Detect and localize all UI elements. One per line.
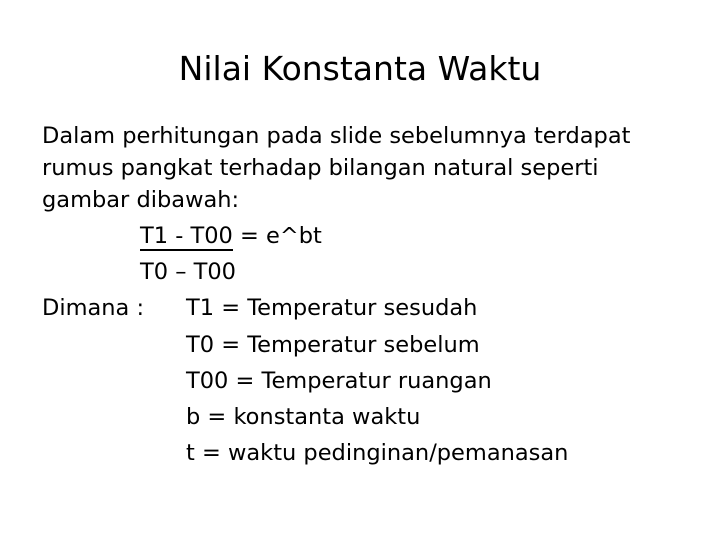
formula-row <box>140 221 322 251</box>
slide-title: Nilai Konstanta Waktu <box>178 49 542 88</box>
definition-t0: T0 = Temperatur sebelum <box>186 332 480 358</box>
definition-b: b = konstanta waktu <box>186 404 421 430</box>
definition-t: t = waktu pedinginan/pemanasan <box>186 440 569 466</box>
intro-line-1: Dalam perhitungan pada slide sebelumnya terdapat <box>42 123 631 149</box>
formula-equals: = e^bt <box>240 223 322 249</box>
definition-t1: T1 = Temperatur sesudah <box>186 295 478 321</box>
formula-denominator: T0 – T00 <box>140 259 236 285</box>
intro-line-3: gambar dibawah: <box>42 187 240 213</box>
definition-t00: T00 = Temperatur ruangan <box>186 368 492 394</box>
where-label: Dimana : <box>42 295 145 321</box>
formula-numerator: T1 - T00 <box>140 223 233 249</box>
intro-line-2: rumus pangkat terhadap bilangan natural seperti <box>42 155 599 181</box>
